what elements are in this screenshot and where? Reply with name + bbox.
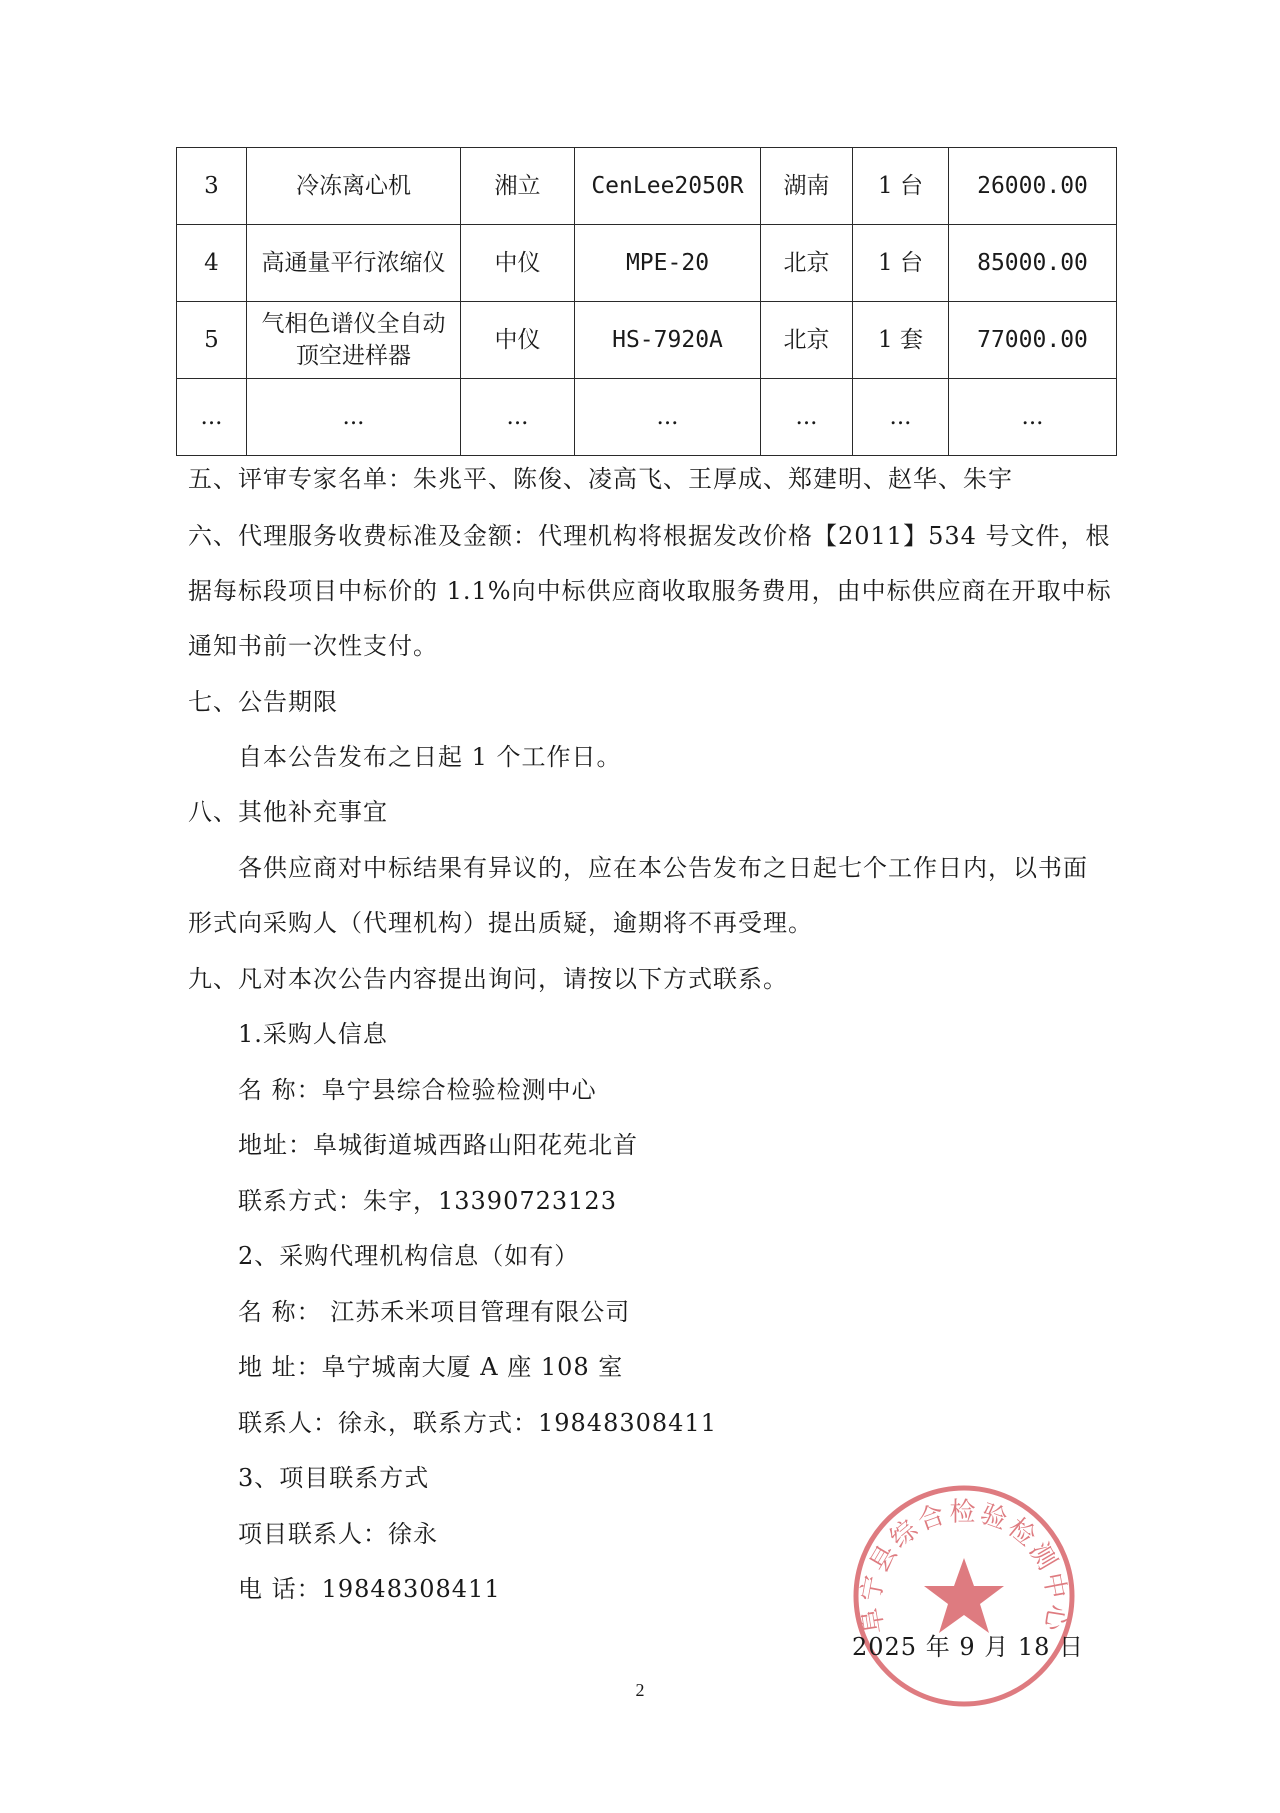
equipment-table xyxy=(176,147,1117,456)
section-5-experts: 五、评审专家名单：朱兆平、陈俊、凌高飞、王厚成、郑建明、赵华、朱宇 xyxy=(188,465,1013,493)
buyer-address: 地址：阜城街道城西路山阳花苑北首 xyxy=(238,1131,638,1159)
seal-text: 阜宁县综合检验检测中心 xyxy=(856,1497,1072,1636)
cell-no: ... xyxy=(177,379,247,456)
cell-price: 77000.00 xyxy=(949,302,1117,379)
cell-brand: 湘立 xyxy=(461,148,575,225)
table-row xyxy=(177,302,1117,379)
cell-origin: 湖南 xyxy=(761,148,853,225)
agency-name: 名 称： 江苏禾米项目管理有限公司 xyxy=(238,1298,631,1326)
cell-brand: 中仪 xyxy=(461,302,575,379)
agency-contact: 联系人：徐永，联系方式：19848308411 xyxy=(238,1409,717,1437)
cell-model: ... xyxy=(575,379,761,456)
cell-model: CenLee2050R xyxy=(575,148,761,225)
cell-no: 4 xyxy=(177,225,247,302)
cell-name: ... xyxy=(247,379,461,456)
project-contact-person: 项目联系人：徐永 xyxy=(238,1520,438,1548)
star-icon xyxy=(924,1558,1004,1633)
section-6-line-3: 通知书前一次性支付。 xyxy=(188,632,438,660)
table-row xyxy=(177,225,1117,302)
cell-model: MPE-20 xyxy=(575,225,761,302)
cell-brand: ... xyxy=(461,379,575,456)
agency-info-title: 2、采购代理机构信息（如有） xyxy=(238,1242,580,1270)
cell-name: 气相色谱仪全自动顶空进样器 xyxy=(247,302,461,379)
cell-origin: ... xyxy=(761,379,853,456)
section-6-line-2: 据每标段项目中标价的 1.1%向中标供应商收取服务费用，由中标供应商在开取中标 xyxy=(188,577,1112,605)
cell-price: ... xyxy=(949,379,1117,456)
cell-brand: 中仪 xyxy=(461,225,575,302)
project-contact-title: 3、项目联系方式 xyxy=(238,1464,430,1492)
section-9-title: 九、凡对本次公告内容提出询问，请按以下方式联系。 xyxy=(188,965,788,993)
announcement-date: 2025 年 9 月 18 日 xyxy=(852,1633,1085,1661)
cell-origin: 北京 xyxy=(761,302,853,379)
table-row xyxy=(177,379,1117,456)
cell-price: 26000.00 xyxy=(949,148,1117,225)
section-7-title: 七、公告期限 xyxy=(188,688,338,716)
cell-name: 高通量平行浓缩仪 xyxy=(247,225,461,302)
cell-qty: ... xyxy=(853,379,949,456)
cell-qty: 1 台 xyxy=(853,148,949,225)
cell-no: 3 xyxy=(177,148,247,225)
section-7-body: 自本公告发布之日起 1 个工作日。 xyxy=(238,743,622,771)
official-seal xyxy=(848,1480,1080,1712)
page-number: 2 xyxy=(635,1680,645,1700)
section-8-line-1: 各供应商对中标结果有异议的，应在本公告发布之日起七个工作日内，以书面 xyxy=(238,854,1088,882)
agency-address: 地 址：阜宁城南大厦 A 座 108 室 xyxy=(238,1353,624,1381)
section-8-title: 八、其他补充事宜 xyxy=(188,798,388,826)
section-8-line-2: 形式向采购人（代理机构）提出质疑，逾期将不再受理。 xyxy=(188,909,813,937)
table-row xyxy=(177,148,1117,225)
cell-qty: 1 台 xyxy=(853,225,949,302)
cell-name: 冷冻离心机 xyxy=(247,148,461,225)
cell-price: 85000.00 xyxy=(949,225,1117,302)
section-6-line-1: 六、代理服务收费标准及金额：代理机构将根据发改价格【2011】534 号文件，根 xyxy=(188,522,1111,550)
buyer-name: 名 称：阜宁县综合检验检测中心 xyxy=(238,1076,597,1104)
cell-no: 5 xyxy=(177,302,247,379)
cell-model: HS-7920A xyxy=(575,302,761,379)
cell-qty: 1 套 xyxy=(853,302,949,379)
buyer-info-title: 1.采购人信息 xyxy=(238,1020,388,1048)
project-phone: 电 话：19848308411 xyxy=(238,1575,501,1603)
buyer-contact: 联系方式：朱宇，13390723123 xyxy=(238,1187,617,1215)
cell-origin: 北京 xyxy=(761,225,853,302)
